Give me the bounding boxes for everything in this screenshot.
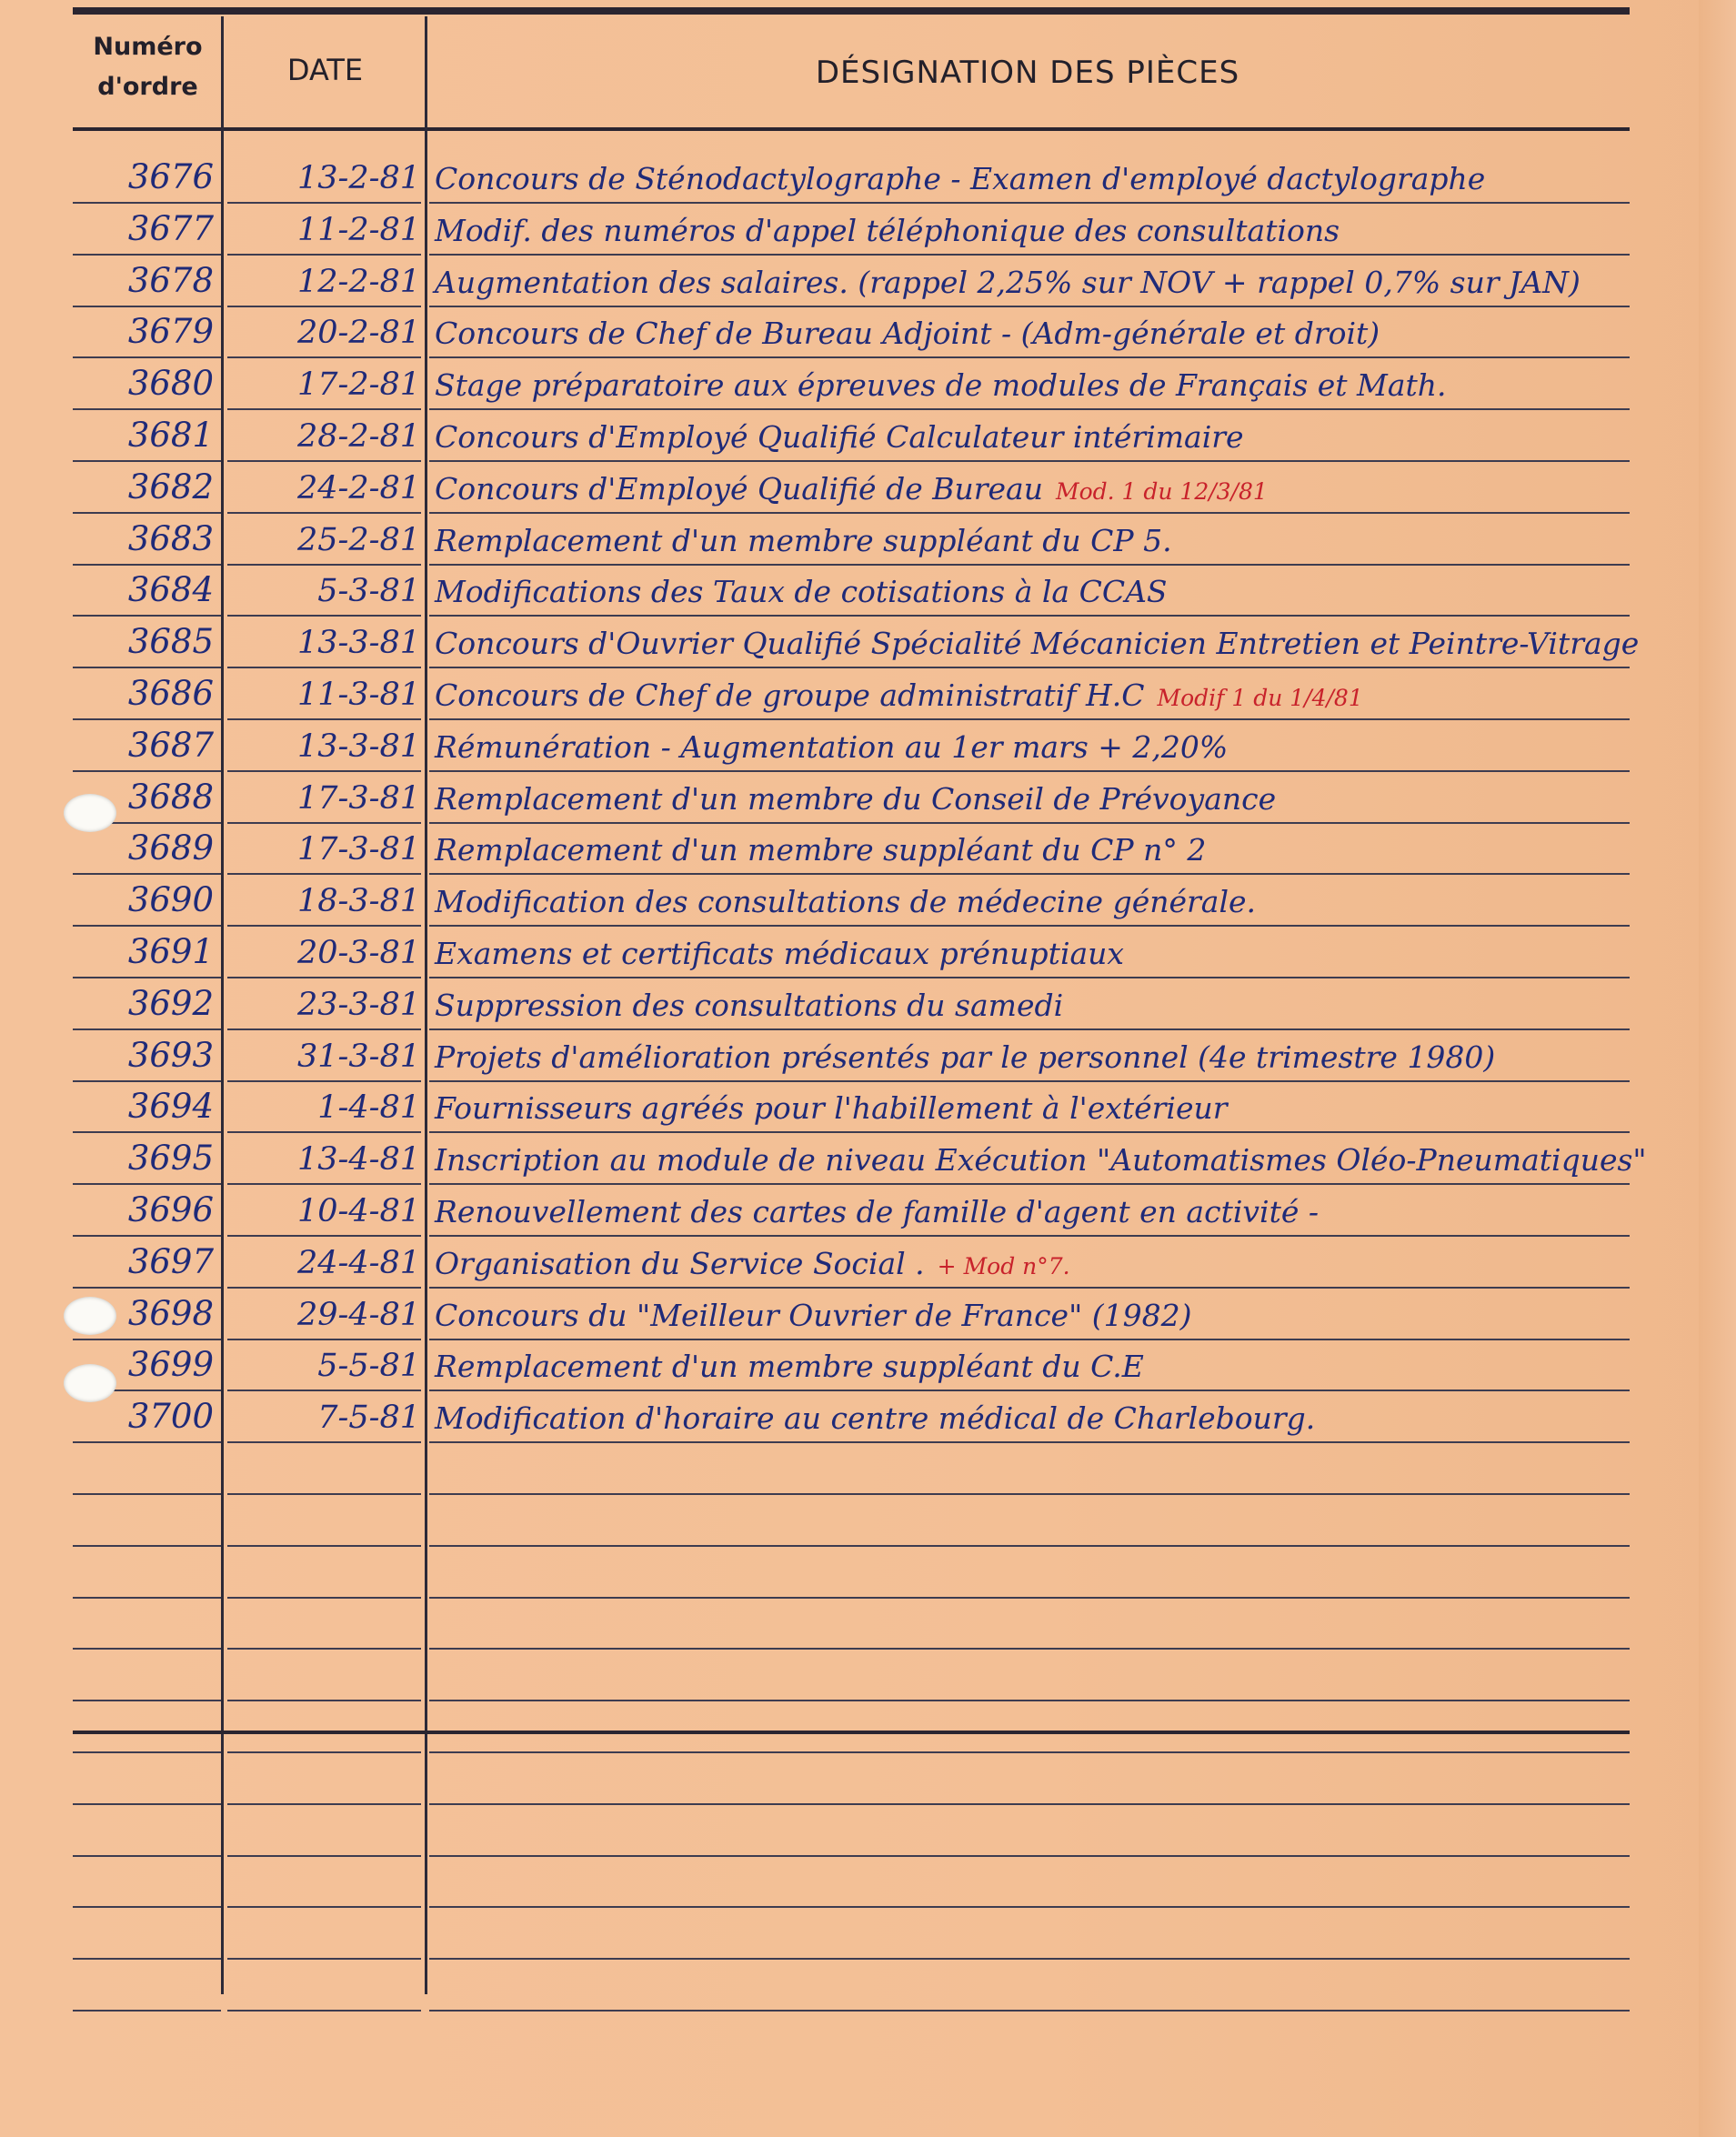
- row-date: 5-5-81: [317, 1348, 420, 1384]
- row-numero: 3683: [127, 519, 214, 558]
- table-row: [0, 978, 1736, 1028]
- punch-hole: [64, 1297, 116, 1335]
- table-row: [0, 357, 1736, 408]
- row-designation: Concours de Sténodactylographe - Examen d'employé dactylographe: [435, 161, 1486, 196]
- row-date: 23-3-81: [297, 987, 420, 1023]
- row-designation: Modification des consultations de médecine générale.: [435, 884, 1257, 919]
- ruled-line: [227, 2010, 421, 2012]
- header-date: DATE: [286, 53, 364, 87]
- table-row: [0, 461, 1736, 512]
- ruled-line: [73, 1493, 221, 1495]
- ruled-line: [429, 2010, 1630, 2012]
- row-designation: Modif. des numéros d'appel téléphonique des consultations: [435, 213, 1340, 248]
- header-numero-ordre: [77, 27, 218, 107]
- row-designation: Rémunération - Augmentation au 1er mars + 2,20%: [435, 729, 1229, 765]
- row-designation: Projets d'amélioration présentés par le personnel (4e trimestre 1980): [435, 1039, 1496, 1075]
- ruled-line: [429, 1493, 1630, 1495]
- row-date: 31-3-81: [297, 1038, 420, 1075]
- table-row: [0, 151, 1736, 202]
- row-date: 13-3-81: [297, 728, 420, 765]
- table-row: [0, 306, 1736, 356]
- row-numero: 3677: [127, 209, 214, 248]
- table-row: [0, 513, 1736, 564]
- row-date: 29-4-81: [297, 1297, 420, 1333]
- row-designation: Concours de Chef de groupe administratif H.C Modif 1 du 1/4/81: [435, 677, 1363, 713]
- row-designation: Inscription au module de niveau Exécution "Automatismes Oléo-Pneumatiques": [435, 1142, 1647, 1178]
- row-date: 28-2-81: [297, 418, 420, 455]
- ruled-line: [227, 1751, 421, 1753]
- row-date: 20-3-81: [297, 935, 420, 971]
- ruled-line: [73, 1700, 221, 1701]
- row-numero: 3679: [127, 312, 214, 351]
- table-row: [0, 926, 1736, 977]
- row-numero: 3680: [127, 364, 214, 403]
- row-annotation: Modif 1 du 1/4/81: [1157, 685, 1363, 711]
- ruled-line: [73, 1958, 221, 1960]
- punch-hole: [64, 794, 116, 832]
- row-numero: 3689: [127, 828, 214, 868]
- ruled-line: [227, 1597, 421, 1599]
- ruled-line: [73, 1441, 221, 1443]
- ruled-line: [429, 1751, 1630, 1753]
- row-designation: Concours de Chef de Bureau Adjoint - (Adm-générale et droit): [435, 316, 1380, 351]
- ruled-line: [227, 1493, 421, 1495]
- table-row: [0, 564, 1736, 615]
- table-row: [0, 1236, 1736, 1287]
- ruled-line: [227, 1700, 421, 1701]
- row-designation: Stage préparatoire aux épreuves de modules de Français et Math.: [435, 367, 1447, 403]
- row-designation: Modification d'horaire au centre médical de Charlebourg.: [435, 1400, 1316, 1436]
- ruled-line: [73, 1597, 221, 1599]
- row-designation: Suppression des consultations du samedi: [435, 988, 1064, 1023]
- ruled-line: [429, 1803, 1630, 1805]
- header-rule: [73, 127, 1630, 131]
- row-numero: 3694: [127, 1087, 214, 1126]
- row-date: 7-5-81: [317, 1400, 420, 1436]
- table-row: [0, 1080, 1736, 1131]
- ruled-line: [227, 1545, 421, 1547]
- table-row: [0, 719, 1736, 770]
- row-designation: Concours d'Employé Qualifié Calculateur intérimaire: [435, 419, 1244, 455]
- header-numero-line1: Numéro: [93, 33, 203, 61]
- row-date: 13-4-81: [297, 1141, 420, 1178]
- row-annotation: + Mod n°7.: [937, 1253, 1070, 1279]
- row-date: 17-2-81: [297, 366, 420, 403]
- ruled-line: [227, 1803, 421, 1805]
- row-numero: 3691: [127, 932, 214, 971]
- table-row: [0, 616, 1736, 667]
- ruled-line: [73, 2010, 221, 2012]
- row-date: 13-2-81: [297, 160, 420, 196]
- table-row: [0, 1339, 1736, 1390]
- table-row: [0, 874, 1736, 925]
- row-designation: Remplacement d'un membre suppléant du CP n° 2: [435, 832, 1207, 868]
- row-numero: 3676: [127, 157, 214, 196]
- table-row: [0, 409, 1736, 460]
- row-date: 20-2-81: [297, 315, 420, 351]
- row-date: 11-2-81: [297, 212, 420, 248]
- row-numero: 3699: [127, 1345, 214, 1384]
- row-numero: 3688: [127, 778, 214, 817]
- row-date: 10-4-81: [297, 1193, 420, 1229]
- ruled-line: [227, 1906, 421, 1908]
- header-designation: DÉSIGNATION DES PIÈCES: [815, 55, 1240, 91]
- ruled-line: [73, 1906, 221, 1908]
- ruled-line: [73, 1751, 221, 1753]
- table-row: [0, 667, 1736, 718]
- row-designation: Examens et certificats médicaux prénuptiaux: [435, 936, 1125, 971]
- table-row: [0, 203, 1736, 254]
- table-row: [0, 1390, 1736, 1441]
- row-numero: 3678: [127, 261, 214, 300]
- row-numero: 3693: [127, 1036, 214, 1075]
- table-row: [0, 1132, 1736, 1183]
- table-row: [0, 771, 1736, 822]
- row-designation: Modifications des Taux de cotisations à la CCAS: [435, 574, 1168, 609]
- row-date: 24-4-81: [297, 1245, 420, 1281]
- row-designation: Organisation du Service Social . + Mod n°7.: [435, 1246, 1070, 1281]
- row-numero: 3698: [127, 1294, 214, 1333]
- table-row: [0, 1184, 1736, 1235]
- ruled-line: [73, 1803, 221, 1805]
- row-designation: Fournisseurs agréés pour l'habillement à l'extérieur: [435, 1090, 1228, 1126]
- ruled-line: [227, 1855, 421, 1857]
- row-numero: 3685: [127, 622, 214, 661]
- row-date: 25-2-81: [297, 522, 420, 558]
- ruled-line: [227, 1648, 421, 1650]
- ruled-line: [227, 1958, 421, 1960]
- row-date: 17-3-81: [297, 780, 420, 817]
- row-date: 18-3-81: [297, 883, 420, 919]
- row-date: 24-2-81: [297, 470, 420, 507]
- table-row: [0, 1288, 1736, 1339]
- row-designation: Renouvellement des cartes de famille d'agent en activité -: [435, 1194, 1320, 1229]
- row-numero: 3697: [127, 1242, 214, 1281]
- row-designation: Concours du "Meilleur Ouvrier de France" (1982): [435, 1298, 1192, 1333]
- section-rule: [73, 1731, 1630, 1734]
- ruled-line: [227, 1441, 421, 1443]
- header-numero-line2: d'ordre: [97, 73, 198, 101]
- row-numero: 3686: [127, 674, 214, 713]
- row-designation: Concours d'Ouvrier Qualifié Spécialité Mécanicien Entretien et Peintre-Vitrage: [435, 626, 1640, 661]
- ruled-line: [429, 1441, 1630, 1443]
- table-row: [0, 255, 1736, 306]
- top-border: [73, 7, 1630, 15]
- row-numero: 3682: [127, 467, 214, 507]
- ruled-line: [429, 1958, 1630, 1960]
- table-row: [0, 1029, 1736, 1080]
- row-designation: Concours d'Employé Qualifié de Bureau Mod. 1 du 12/3/81: [435, 471, 1268, 507]
- row-numero: 3692: [127, 984, 214, 1023]
- ruled-line: [429, 1545, 1630, 1547]
- row-designation: Augmentation des salaires. (rappel 2,25% sur NOV + rappel 0,7% sur JAN): [435, 265, 1580, 300]
- row-designation: Remplacement d'un membre du Conseil de Prévoyance: [435, 781, 1277, 817]
- row-annotation: Mod. 1 du 12/3/81: [1055, 478, 1268, 505]
- ruled-line: [73, 1545, 221, 1547]
- ruled-line: [429, 1648, 1630, 1650]
- ruled-line: [429, 1906, 1630, 1908]
- row-date: 12-2-81: [297, 264, 420, 300]
- row-numero: 3681: [127, 416, 214, 455]
- row-numero: 3690: [127, 880, 214, 919]
- table-row: [0, 822, 1736, 873]
- punch-hole: [64, 1364, 116, 1402]
- ruled-line: [73, 1855, 221, 1857]
- row-date: 11-3-81: [297, 677, 420, 713]
- row-numero: 3696: [127, 1190, 214, 1229]
- row-date: 5-3-81: [317, 573, 420, 609]
- row-numero: 3684: [127, 570, 214, 609]
- row-numero: 3700: [127, 1397, 214, 1436]
- ruled-line: [73, 1648, 221, 1650]
- ruled-line: [429, 1855, 1630, 1857]
- ruled-line: [429, 1700, 1630, 1701]
- row-numero: 3695: [127, 1139, 214, 1178]
- row-numero: 3687: [127, 726, 214, 765]
- row-date: 1-4-81: [317, 1089, 420, 1126]
- row-designation: Remplacement d'un membre suppléant du CP 5.: [435, 523, 1172, 558]
- ruled-line: [429, 1597, 1630, 1599]
- row-date: 17-3-81: [297, 831, 420, 868]
- row-designation: Remplacement d'un membre suppléant du C.E: [435, 1349, 1144, 1384]
- row-date: 13-3-81: [297, 625, 420, 661]
